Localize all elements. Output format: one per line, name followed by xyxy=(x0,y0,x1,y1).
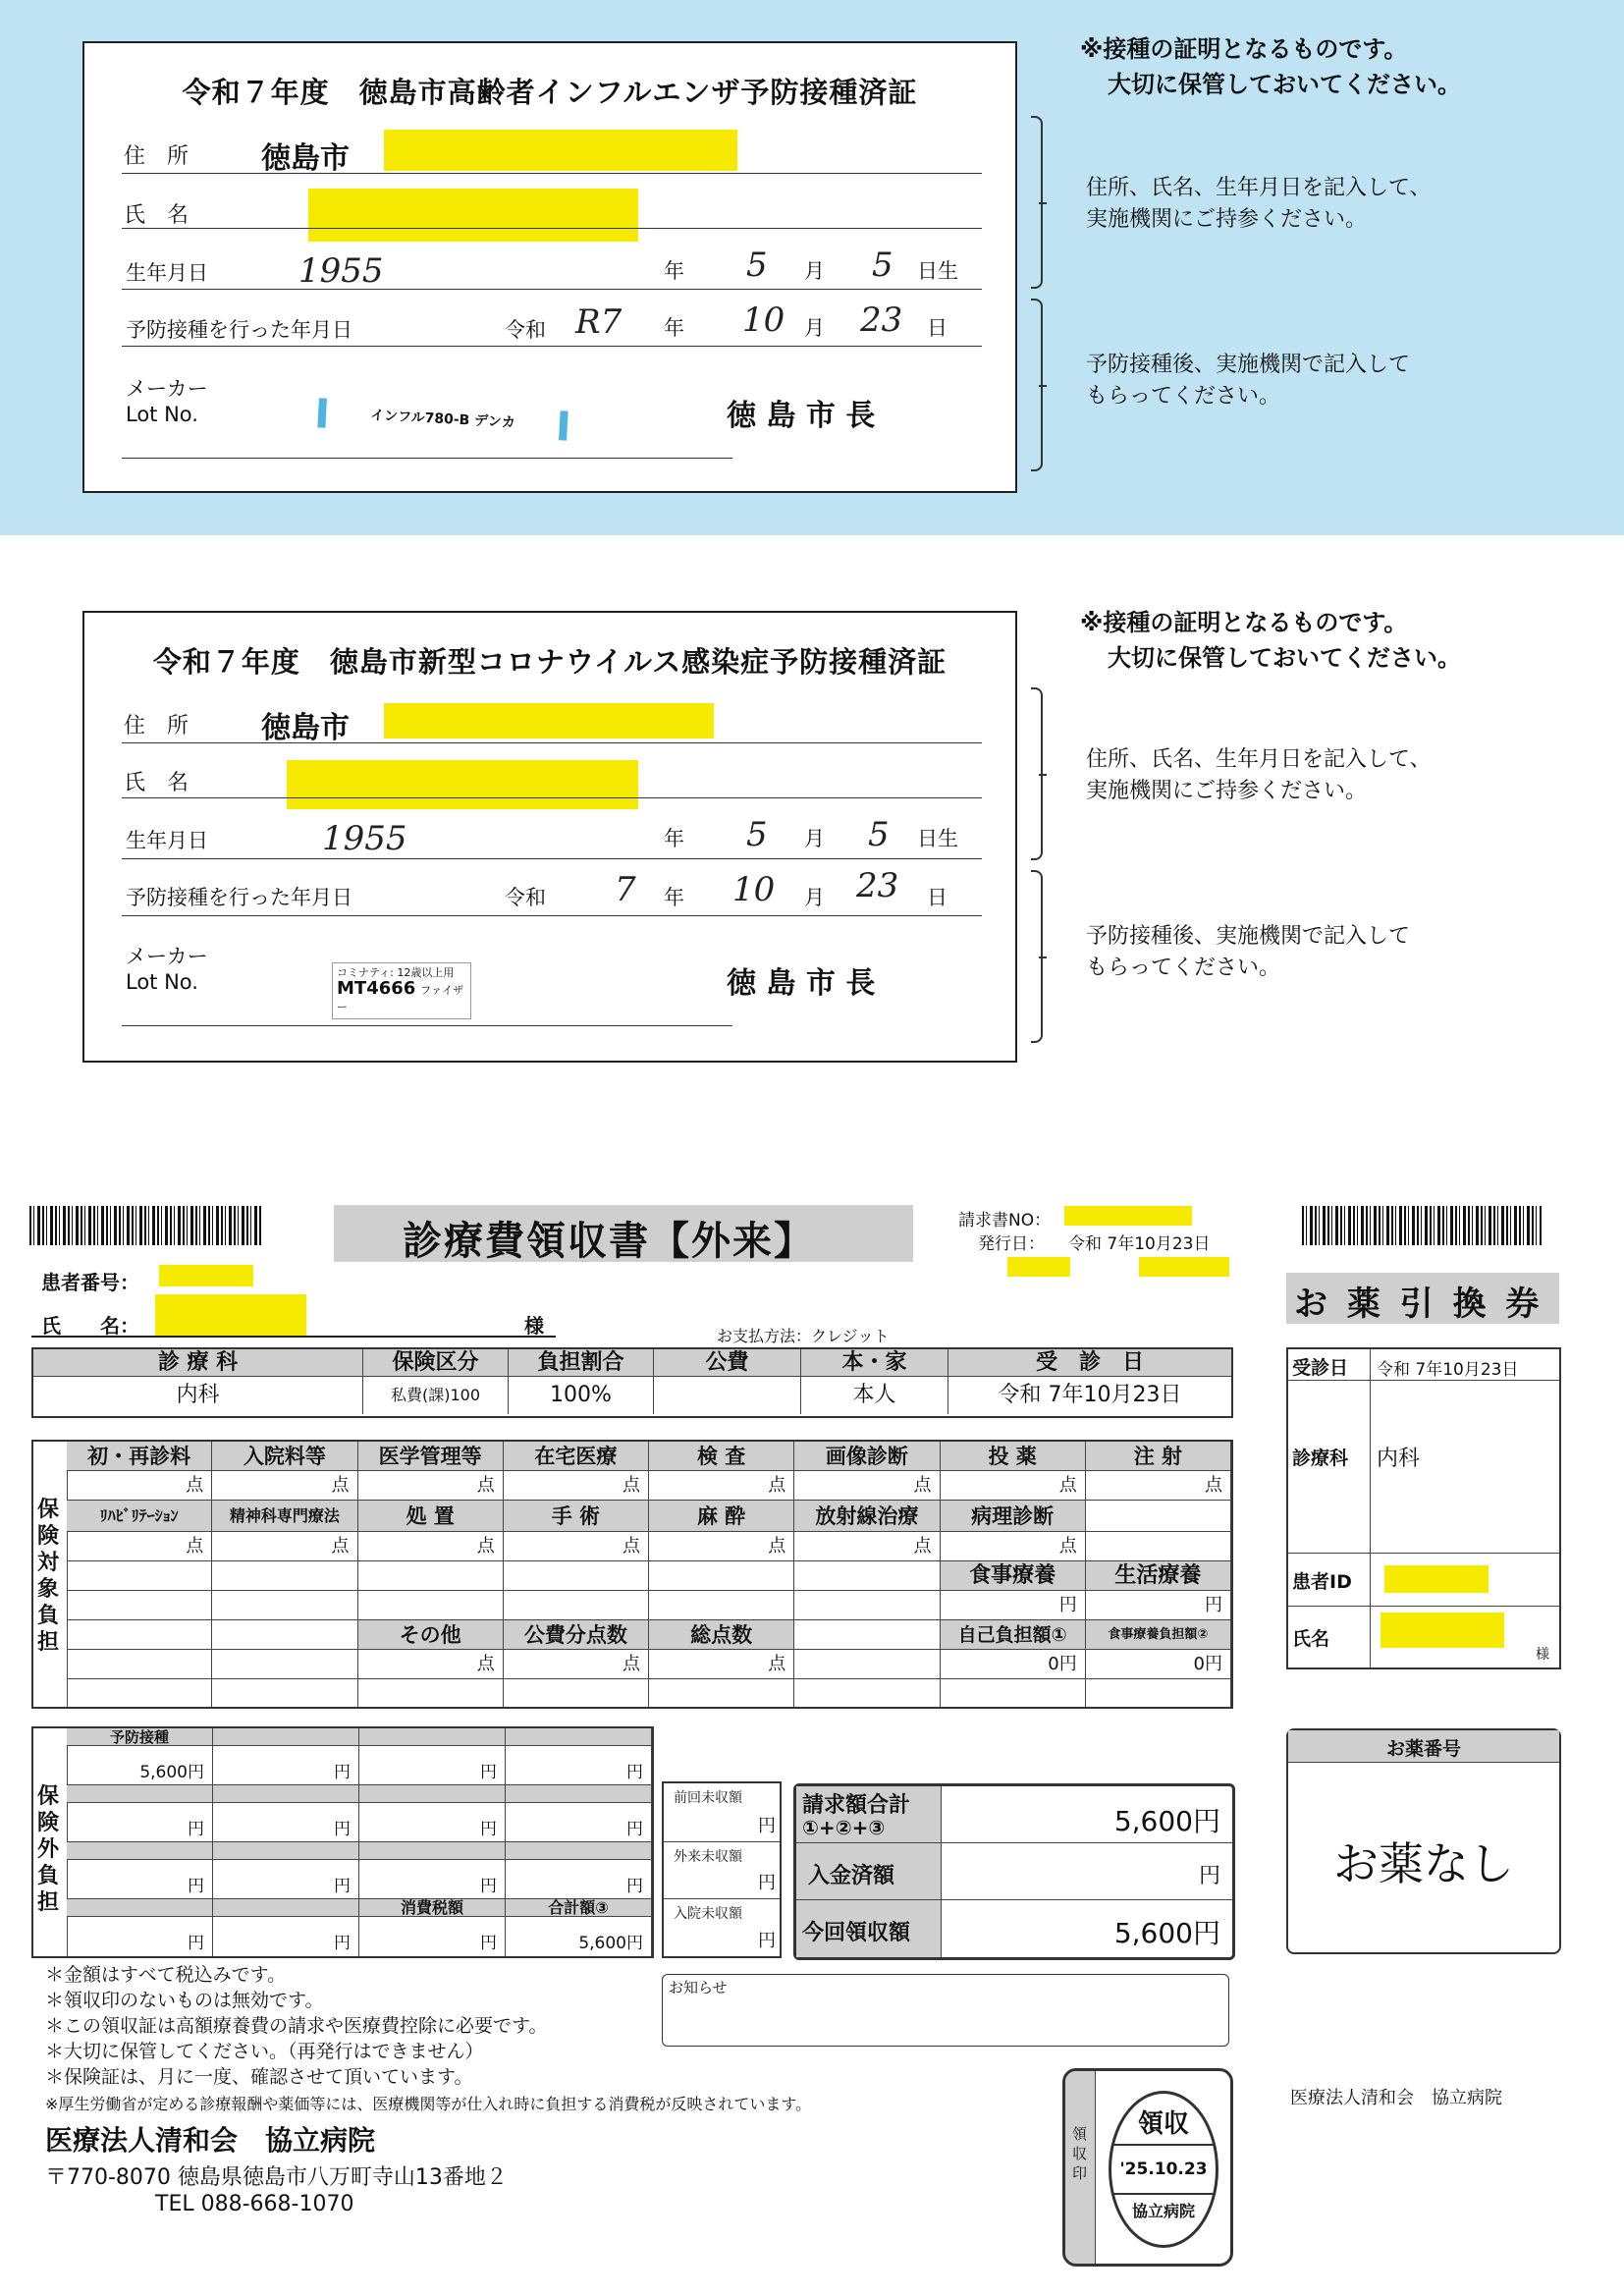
vaccination-year: 7 xyxy=(615,870,636,909)
empty-cell xyxy=(67,1620,212,1650)
empty-cell xyxy=(504,1591,649,1620)
yen-cell: 円 xyxy=(67,1803,213,1842)
empty-cell xyxy=(649,1591,794,1620)
redacted-patient-id xyxy=(1384,1565,1489,1593)
points-cell: 点 xyxy=(941,1471,1086,1501)
category-header: 入院料等 xyxy=(212,1442,357,1471)
vaccination-date-label: 予防接種を行った年月日 xyxy=(126,886,352,909)
empty-header xyxy=(506,1785,652,1803)
vaccine-label: 予防接種 xyxy=(67,1728,213,1746)
redacted-patient-name xyxy=(155,1294,306,1336)
stamp-top-text: 領収 xyxy=(1111,2104,1216,2146)
self-pay-value: 0円 xyxy=(941,1650,1086,1679)
invoice-no-label: 請求書NO： xyxy=(958,1211,1052,1230)
points-cell: 点 xyxy=(794,1532,940,1561)
birth-unit: 日生 xyxy=(917,259,958,283)
yen-cell: 円 xyxy=(213,1917,359,1956)
vaccination-month: 10 xyxy=(732,870,776,909)
address-label: 住 所 xyxy=(124,144,189,169)
insurance-covered-table xyxy=(31,1440,1233,1709)
mayor-label: 徳 島 市 長 xyxy=(727,399,876,433)
empty-header xyxy=(67,1899,213,1917)
category-header: 処 置 xyxy=(358,1501,504,1532)
month-unit: 月 xyxy=(804,316,825,340)
receipt-title: 診療費領収書【外来】 xyxy=(403,1219,815,1264)
category-header: 医学管理等 xyxy=(358,1442,504,1471)
previous-unpaid-yen: 円 xyxy=(758,1816,776,1836)
empty-cell xyxy=(1086,1501,1231,1532)
lot-sticker xyxy=(317,398,568,440)
received-label: 今回領収額 xyxy=(802,1921,911,1945)
empty-cell xyxy=(649,1561,794,1591)
non-insurance-side-label: 保険外負担 xyxy=(37,1784,60,1915)
empty-header xyxy=(67,1842,213,1860)
name-label: 氏名 xyxy=(1292,1628,1330,1650)
received-value: 5,600円 xyxy=(1113,1917,1220,1949)
insurance-side-label: 保険対象負担 xyxy=(37,1498,60,1655)
category-header: 初・再診料 xyxy=(67,1442,212,1471)
points-cell: 点 xyxy=(358,1532,504,1561)
address-label: 住 所 xyxy=(124,714,189,738)
patient-id-label: 患者ID xyxy=(1292,1571,1352,1593)
points-cell: 点 xyxy=(212,1471,357,1501)
issue-date-label: 発行日： xyxy=(978,1234,1045,1254)
vaccination-date-label: 予防接種を行った年月日 xyxy=(126,318,352,342)
bring-note: 住所、氏名、生年月日を記入して、 実施機関にご持参ください。 xyxy=(1086,747,1432,803)
hospital-name: 医療法人清和会 協立病院 xyxy=(45,2124,376,2157)
header-table xyxy=(31,1347,1233,1418)
empty-cell xyxy=(504,1679,649,1707)
birth-unit: 日生 xyxy=(917,827,958,850)
year-unit: 年 xyxy=(664,886,684,909)
fill-note: 予防接種後、実施機関で記入して もらってください。 xyxy=(1086,353,1411,409)
empty-cell xyxy=(358,1591,504,1620)
yen-cell: 円 xyxy=(359,1803,506,1842)
dob-label: 生年月日 xyxy=(126,261,208,285)
outpatient-unpaid-label: 外来未収額 xyxy=(674,1849,742,1865)
empty-cell xyxy=(67,1561,212,1591)
empty-header xyxy=(67,1785,213,1803)
brace-lower xyxy=(1031,299,1043,471)
category-header: 麻 酔 xyxy=(649,1501,794,1532)
empty-cell xyxy=(504,1561,649,1591)
dob-year: 1955 xyxy=(298,251,384,291)
tax-label: 消費税額 xyxy=(359,1899,506,1917)
patient-number-label: 患者番号： xyxy=(41,1271,139,1294)
points-cell: 点 xyxy=(67,1532,212,1561)
empty-cell xyxy=(212,1561,357,1591)
redacted-patient-number xyxy=(159,1265,253,1286)
meal-pay-value: 0円 xyxy=(1086,1650,1231,1679)
issue-date-value: 令和 7年10月23日 xyxy=(1068,1234,1211,1254)
bill-total-label: 請求額合計 xyxy=(802,1793,911,1818)
yen-cell: 円 xyxy=(506,1746,652,1785)
col-header-relation: 本・家 xyxy=(801,1349,948,1377)
empty-cell xyxy=(212,1650,357,1679)
day-unit: 日 xyxy=(927,886,947,909)
ratio-value: 100% xyxy=(509,1377,654,1414)
col-header-dept: 診 療 科 xyxy=(33,1349,363,1377)
yen-cell: 円 xyxy=(67,1917,213,1956)
empty-cell xyxy=(649,1679,794,1707)
barcode xyxy=(1302,1206,1542,1245)
note-line: ＊この領収証は高額療養費の請求や医療費控除に必要です。 xyxy=(45,2015,548,2037)
empty-header xyxy=(359,1728,506,1746)
note-line: ＊大切に保管してください。（再発行はできません） xyxy=(45,2041,484,2062)
yen-cell: 円 xyxy=(506,1803,652,1842)
points-cell: 点 xyxy=(67,1471,212,1501)
note-line: ＊領収印のないものは無効です。 xyxy=(45,1990,324,2011)
month-unit: 月 xyxy=(804,259,825,283)
payment-method: お支払方法：クレジット xyxy=(717,1327,890,1345)
maker-label: メーカー xyxy=(126,945,208,968)
total3-value: 5,600円 xyxy=(506,1917,652,1956)
empty-cell xyxy=(67,1679,212,1707)
medicine-voucher-title: お 薬 引 換 券 xyxy=(1294,1285,1543,1324)
era-label: 令和 xyxy=(505,318,546,342)
note-line: ＊金額はすべて税込みです。 xyxy=(45,1964,287,1986)
paid-value: 円 xyxy=(1198,1864,1220,1888)
maker-label: メーカー xyxy=(126,377,208,401)
empty-cell xyxy=(67,1650,212,1679)
notice-box xyxy=(662,1974,1229,2047)
yen-cell: 円 xyxy=(941,1591,1086,1620)
category-header: 放射線治療 xyxy=(794,1501,940,1532)
important-note: ※接種の証明となるものです。 大切に保管しておいてください。 xyxy=(1080,609,1461,672)
category-header: 精神科専門療法 xyxy=(212,1501,357,1532)
redacted-name xyxy=(1380,1613,1504,1648)
empty-cell xyxy=(941,1679,1086,1707)
inpatient-unpaid-label: 入院未収額 xyxy=(674,1906,742,1922)
stamp-bottom-text: 協立病院 xyxy=(1111,2193,1216,2221)
inpatient-unpaid-yen: 円 xyxy=(758,1931,776,1951)
year-unit: 年 xyxy=(664,316,684,340)
lot-label: Lot No. xyxy=(126,403,198,426)
category-header: 注 射 xyxy=(1086,1442,1231,1471)
covid-certificate-title: 令和７年度 徳島市新型コロナウイルス感染症予防接種済証 xyxy=(152,645,947,679)
dept-value: 内科 xyxy=(1377,1447,1421,1471)
vaccine-value: 5,600円 xyxy=(67,1746,213,1785)
flu-certificate-title: 令和７年度 徳島市高齢者インフルエンザ予防接種済証 xyxy=(182,76,918,109)
meal-pay-label: 食事療養負担額② xyxy=(1086,1620,1231,1650)
brace-upper xyxy=(1031,687,1043,860)
yen-cell: 円 xyxy=(213,1803,359,1842)
points-cell: 点 xyxy=(212,1532,357,1561)
category-header: 画像診断 xyxy=(794,1442,940,1471)
insurance-grid xyxy=(67,1442,1231,1707)
lot-sticker xyxy=(332,962,471,1019)
patient-name-label: 氏 名： xyxy=(41,1314,139,1338)
meal-label: 食事療養 xyxy=(941,1561,1086,1591)
yen-cell: 円 xyxy=(1086,1591,1231,1620)
year-unit: 年 xyxy=(664,259,684,283)
footer-hospital: 医療法人清和会 協立病院 xyxy=(1290,2088,1502,2108)
col-header-ratio: 負担割合 xyxy=(509,1349,654,1377)
category-header: 病理診断 xyxy=(941,1501,1086,1532)
empty-cell xyxy=(794,1650,940,1679)
empty-header xyxy=(213,1842,359,1860)
empty-cell xyxy=(794,1620,940,1650)
points-cell: 点 xyxy=(794,1471,940,1501)
received-stamp xyxy=(1109,2091,1218,2248)
year-unit: 年 xyxy=(664,827,684,850)
empty-cell xyxy=(212,1591,357,1620)
total3-label: 合計額③ xyxy=(506,1899,652,1917)
visit-date-value: 令和 7年10月23日 xyxy=(998,1383,1182,1407)
yen-cell: 円 xyxy=(359,1917,506,1956)
sama-label: 様 xyxy=(524,1314,544,1338)
public-points: 点 xyxy=(504,1650,649,1679)
dob-month: 5 xyxy=(746,815,768,854)
redacted-mark xyxy=(1007,1257,1070,1277)
totals-box xyxy=(793,1783,1235,1960)
day-unit: 日 xyxy=(927,316,947,340)
empty-cell xyxy=(358,1679,504,1707)
public-points-label: 公費分点数 xyxy=(504,1620,649,1650)
barcode xyxy=(29,1206,263,1245)
medicine-number-label: お薬番号 xyxy=(1385,1738,1461,1760)
lot-sticker-text: インフル780-B デンカ xyxy=(369,408,516,431)
name-label: 氏 名 xyxy=(124,203,189,228)
month-unit: 月 xyxy=(804,827,825,850)
empty-cell xyxy=(1086,1532,1231,1561)
empty-cell xyxy=(212,1679,357,1707)
note-line: ＊保険証は、月に一度、確認させて頂いています。 xyxy=(45,2066,473,2088)
yen-cell: 円 xyxy=(67,1860,213,1899)
redacted-name xyxy=(308,189,638,242)
empty-cell xyxy=(794,1591,940,1620)
public-value xyxy=(654,1377,801,1414)
lot-label: Lot No. xyxy=(126,970,198,994)
brace-lower xyxy=(1031,870,1043,1043)
empty-cell xyxy=(212,1620,357,1650)
total-points-label: 総点数 xyxy=(649,1620,794,1650)
empty-cell xyxy=(794,1679,940,1707)
dob-day: 5 xyxy=(868,815,890,854)
visit-date-value: 令和 7年10月23日 xyxy=(1377,1360,1519,1380)
no-medicine-text: お薬なし xyxy=(1333,1837,1514,1890)
category-header: 検 査 xyxy=(649,1442,794,1471)
yen-cell: 円 xyxy=(359,1860,506,1899)
sama-label: 様 xyxy=(1536,1647,1549,1663)
bill-total-value: 5,600円 xyxy=(1113,1805,1220,1837)
redacted-mark xyxy=(1139,1257,1229,1277)
yen-cell: 円 xyxy=(359,1746,506,1785)
redacted-address xyxy=(384,703,714,738)
tax-note: ※厚生労働省が定める診療報酬や薬価等には、医療機関等が仕入れ時に負担する消費税が反映されています。 xyxy=(45,2095,812,2113)
visit-date-label: 受診日 xyxy=(1292,1357,1349,1379)
covid-certificate xyxy=(82,611,1017,1063)
self-pay-label: 自己負担額① xyxy=(941,1620,1086,1650)
other-points: 点 xyxy=(358,1650,504,1679)
points-cell: 点 xyxy=(504,1532,649,1561)
vaccination-month: 10 xyxy=(742,301,785,340)
empty-cell xyxy=(358,1561,504,1591)
unpaid-box xyxy=(662,1781,782,1958)
col-header-visit-date: 受 診 日 xyxy=(948,1349,1231,1377)
empty-cell xyxy=(794,1561,940,1591)
category-header: 手 術 xyxy=(504,1501,649,1532)
dob-year: 1955 xyxy=(322,819,407,858)
medicine-number-box xyxy=(1286,1728,1561,1954)
outpatient-unpaid-yen: 円 xyxy=(758,1873,776,1893)
non-insurance-table xyxy=(31,1726,654,1958)
vaccination-day: 23 xyxy=(856,866,899,905)
lot-sticker-line1: コミナティ: 12歳以上用 xyxy=(337,966,455,979)
life-label: 生活療養 xyxy=(1086,1561,1231,1591)
month-unit: 月 xyxy=(804,886,825,909)
name-label: 氏 名 xyxy=(124,771,189,795)
points-cell: 点 xyxy=(1086,1471,1231,1501)
non-insurance-grid xyxy=(67,1728,652,1956)
important-note: ※接種の証明となるものです。 大切に保管しておいてください。 xyxy=(1080,35,1461,98)
fill-note: 予防接種後、実施機関で記入して もらってください。 xyxy=(1086,924,1411,980)
empty-header xyxy=(506,1728,652,1746)
hospital-tel: TEL 088-668-1070 xyxy=(155,2192,354,2216)
points-cell: 点 xyxy=(649,1532,794,1561)
other-label: その他 xyxy=(358,1620,504,1650)
notice-label: お知らせ xyxy=(669,1979,728,1996)
receipt-notes xyxy=(45,1962,547,2090)
yen-cell: 円 xyxy=(213,1860,359,1899)
dob-day: 5 xyxy=(872,246,893,285)
stamp-box xyxy=(1062,2068,1233,2267)
vaccination-day: 23 xyxy=(860,301,903,340)
brace-upper xyxy=(1031,116,1043,289)
address-value: 徳島市 xyxy=(261,711,350,745)
empty-header xyxy=(359,1842,506,1860)
paid-label: 入金済額 xyxy=(808,1864,895,1888)
redacted-name xyxy=(287,760,638,809)
relation-value: 本人 xyxy=(801,1377,948,1414)
stamp-date: '25.10.23 xyxy=(1119,2159,1208,2179)
stamp-label: 領収印 xyxy=(1072,2125,1088,2182)
hospital-address: 〒770-8070 徳島県徳島市八万町寺山13番地２ xyxy=(45,2165,508,2190)
yen-cell: 円 xyxy=(213,1746,359,1785)
category-header: 投 薬 xyxy=(941,1442,1086,1471)
era-label: 令和 xyxy=(505,886,546,909)
points-cell: 点 xyxy=(358,1471,504,1501)
insurance-value: 私費(課)100 xyxy=(363,1377,509,1414)
col-header-insurance: 保険区分 xyxy=(363,1349,509,1377)
dob-label: 生年月日 xyxy=(126,829,208,852)
points-cell: 点 xyxy=(649,1471,794,1501)
redacted-address xyxy=(384,130,737,171)
lot-sticker-number: MT4666 xyxy=(337,978,416,999)
col-header-public: 公費 xyxy=(654,1349,801,1377)
total-points: 点 xyxy=(649,1650,794,1679)
bill-total-formula: ①+②+③ xyxy=(802,1816,886,1839)
empty-header xyxy=(213,1899,359,1917)
points-cell: 点 xyxy=(941,1532,1086,1561)
dept-label: 診療科 xyxy=(1292,1448,1349,1469)
empty-header xyxy=(359,1785,506,1803)
category-header: ﾘﾊﾋﾞﾘﾃｰｼｮﾝ xyxy=(67,1501,212,1532)
empty-cell xyxy=(1086,1679,1231,1707)
yen-cell: 円 xyxy=(506,1860,652,1899)
dob-month: 5 xyxy=(746,246,768,285)
vaccination-year: R7 xyxy=(575,302,623,342)
address-value: 徳島市 xyxy=(261,141,350,176)
lot-sticker-maker: ファイザー xyxy=(337,984,463,1013)
empty-header xyxy=(213,1785,359,1803)
flu-certificate xyxy=(82,41,1017,493)
dept-value: 内科 xyxy=(33,1377,363,1414)
mayor-label: 徳 島 市 長 xyxy=(727,966,876,1001)
empty-header xyxy=(506,1842,652,1860)
redacted-invoice-no xyxy=(1064,1206,1192,1226)
empty-header xyxy=(213,1728,359,1746)
bring-note: 住所、氏名、生年月日を記入して、 実施機関にご持参ください。 xyxy=(1086,176,1432,232)
previous-unpaid-label: 前回未収額 xyxy=(674,1790,742,1806)
empty-cell xyxy=(67,1591,212,1620)
points-cell: 点 xyxy=(504,1471,649,1501)
category-header: 在宅医療 xyxy=(504,1442,649,1471)
medicine-info-table xyxy=(1286,1347,1561,1669)
